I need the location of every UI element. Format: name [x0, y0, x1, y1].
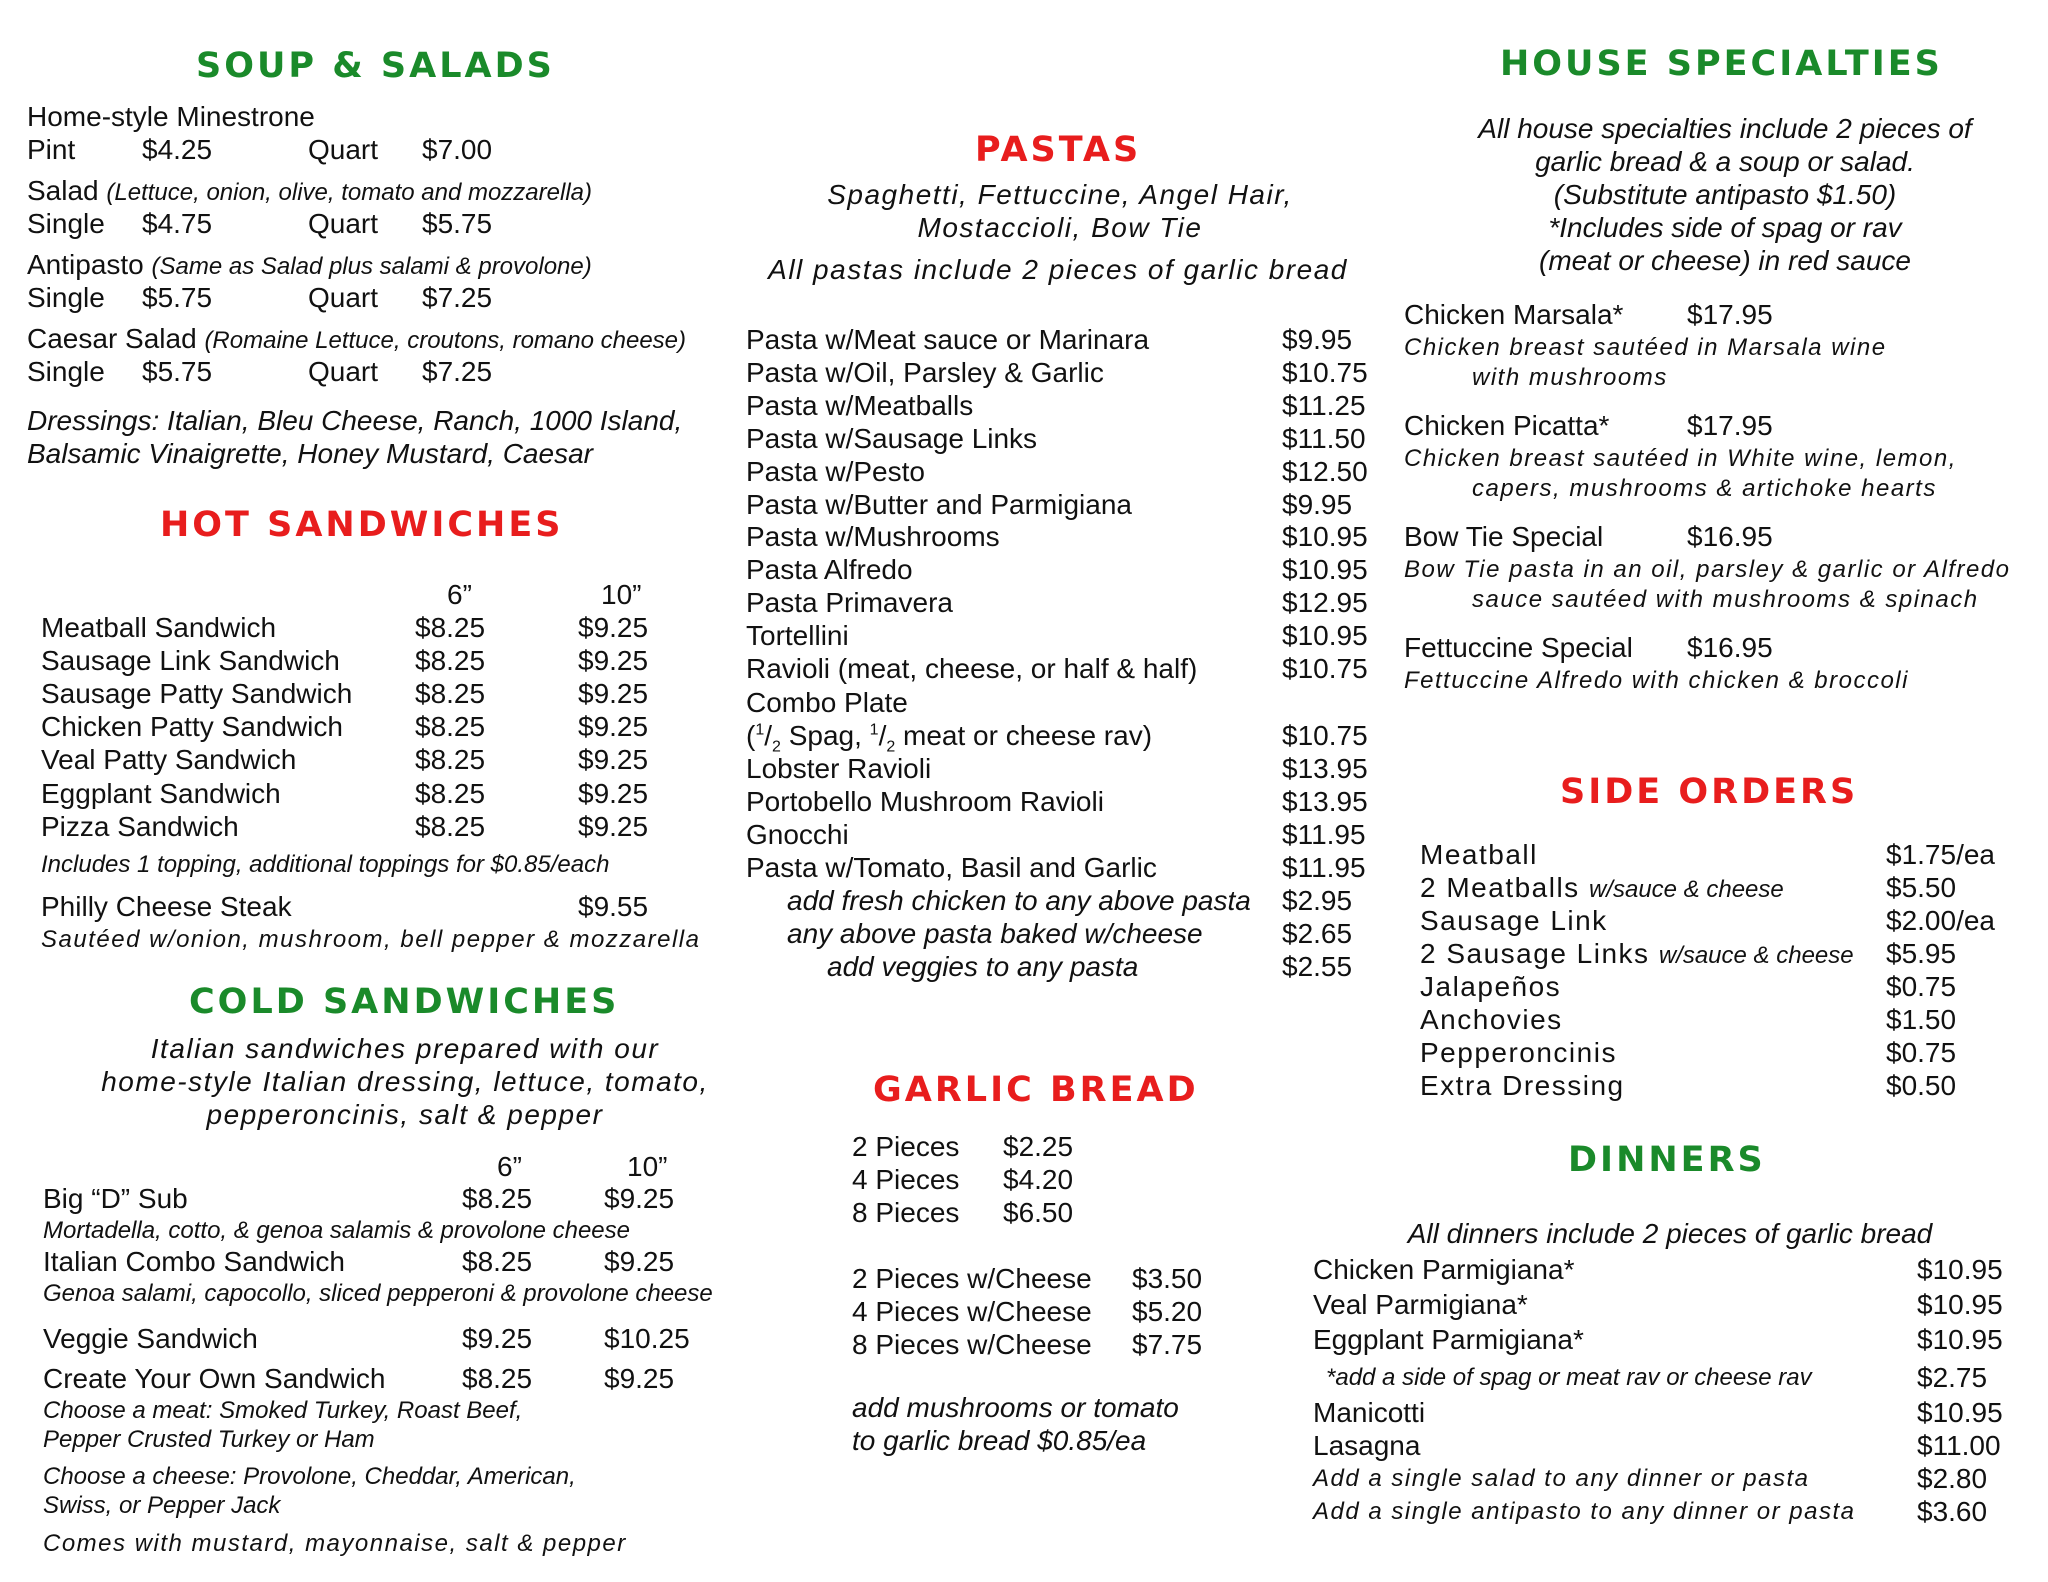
veggie-name: Veggie Sandwich: [43, 1323, 258, 1354]
salad-size1: Single: [27, 208, 105, 239]
hot-sandwich-name: Eggplant Sandwich: [41, 777, 281, 809]
pasta-item-price: $13.95: [1282, 785, 1368, 817]
pasta-item-name: Pasta w/Butter and Parmigiana: [746, 488, 1132, 520]
house-specialty-desc-line1: Bow Tie pasta in an oil, parsley & garlic or Alfredo: [1404, 556, 2011, 583]
soup-salads-heading: SOUP & SALADS: [196, 46, 555, 86]
side-order-extra: w/sauce & cheese: [1588, 876, 1784, 903]
dinners-heading: DINNERS: [1568, 1140, 1766, 1180]
hot-sandwich-price-6: $8.25: [415, 711, 486, 743]
create-own-price-6: $8.25: [462, 1363, 533, 1394]
combo-sandwich-name: Italian Combo Sandwich: [43, 1246, 345, 1277]
hot-sandwich-price-10: $9.25: [578, 678, 649, 710]
salad-name: Salad: [27, 175, 99, 206]
dinner-name: Veal Parmigiana*: [1313, 1289, 1528, 1320]
combo-sandwich-desc: Genoa salami, capocollo, sliced pepperoni & provolone cheese: [43, 1280, 713, 1307]
pastas-heading: PASTAS: [975, 130, 1142, 170]
pasta-item-name: Tortellini: [746, 620, 849, 652]
dinner-addon-name: Add a single salad to any dinner or pasta: [1313, 1465, 1810, 1492]
house-specialty-name: Chicken Marsala*: [1404, 299, 1624, 330]
combo-sandwich-price-6: $8.25: [462, 1246, 533, 1277]
dinner-price: $10.95: [1917, 1289, 2003, 1320]
garlic-bread-note-line2: to garlic bread $0.85/ea: [852, 1425, 1147, 1456]
hot-sandwich-name: Meatball Sandwich: [41, 612, 277, 643]
bigd-desc: Mortadella, cotto, & genoa salamis & provolone cheese: [43, 1217, 631, 1244]
minestrone-name: Home-style Minestrone: [27, 101, 315, 132]
garlic-bread-cheese-name: 2 Pieces w/Cheese: [852, 1263, 1092, 1294]
caesar-price2: $7.25: [422, 356, 493, 387]
dinner-name: Lasagna: [1313, 1430, 1421, 1461]
salad-price1: $4.75: [142, 208, 213, 239]
hot-col-10: 10”: [601, 579, 642, 610]
house-specialty-desc-line2: capers, mushrooms & artichoke hearts: [1472, 475, 1937, 502]
pasta-addon-price: $2.95: [1282, 885, 1353, 916]
pasta-types-line2: Mostaccioli, Bow Tie: [917, 212, 1203, 243]
philly-desc: Sautéed w/onion, mushroom, bell pepper & mozzarella: [41, 926, 701, 953]
side-order-name-text: 2 Sausage Links: [1420, 938, 1650, 969]
house-specialty-desc-line1: Fettuccine Alfredo with chicken & broccoli: [1404, 667, 1909, 694]
combo-plate-name: Combo Plate: [746, 687, 908, 718]
pasta-item-name: Gnocchi: [746, 818, 849, 850]
pasta-item-name: Pasta w/Meatballs: [746, 389, 974, 421]
antipasto-price2: $7.25: [422, 282, 493, 313]
minestrone-size2: Quart: [308, 134, 379, 165]
choose-meat-line2: Pepper Crusted Turkey or Ham: [43, 1426, 375, 1453]
choose-cheese-line1: Choose a cheese: Provolone, Cheddar, American,: [43, 1463, 576, 1490]
side-order-name: Sausage Link: [1420, 905, 1608, 936]
house-specialty-price: $16.95: [1687, 521, 1773, 552]
combo-plate-price: $10.75: [1282, 720, 1368, 751]
caesar-name: Caesar Salad: [27, 323, 197, 354]
philly-price: $9.55: [578, 891, 649, 922]
side-order-name: Jalapeños: [1420, 971, 1562, 1002]
hot-sandwich-price-10: $9.25: [578, 645, 649, 677]
comes-with-note: Comes with mustard, mayonnaise, salt & pepper: [43, 1530, 627, 1557]
hot-sandwich-price-6: $8.25: [415, 678, 486, 710]
house-intro-line1: All house specialties include 2 pieces of: [1478, 113, 1972, 144]
house-specialty-price: $17.95: [1687, 410, 1773, 441]
choose-meat-line1: Choose a meat: Smoked Turkey, Roast Beef,: [43, 1397, 523, 1424]
pasta-item-name: Pasta w/Tomato, Basil and Garlic: [746, 851, 1157, 883]
side-order-name: Meatball: [1420, 839, 1538, 870]
pasta-types-line1: Spaghetti, Fettuccine, Angel Hair,: [827, 179, 1293, 210]
dinner-name: Chicken Parmigiana*: [1313, 1254, 1575, 1285]
garlic-bread-cheese-name: 8 Pieces w/Cheese: [852, 1329, 1092, 1360]
pasta-item-name: Ravioli (meat, cheese, or half & half): [746, 653, 1198, 684]
garlic-bread-cheese-price: $5.20: [1132, 1296, 1203, 1327]
pasta-item-name: Pasta w/Mushrooms: [746, 521, 1000, 553]
pasta-item-name: Pasta Alfredo: [746, 554, 913, 586]
side-order-name: [1420, 871, 1784, 906]
side-order-price: $1.75/ea: [1886, 839, 1995, 870]
bigd-name: Big “D” Sub: [43, 1183, 188, 1214]
combo-part-2: meat or cheese rav): [903, 720, 1153, 751]
caesar-size1: Single: [27, 356, 105, 387]
cold-intro-line1: Italian sandwiches prepared with our: [150, 1033, 660, 1064]
garlic-bread-cheese-price: $3.50: [1132, 1263, 1203, 1294]
pasta-item-name: Pasta Primavera: [746, 587, 953, 619]
side-orders-heading: SIDE ORDERS: [1560, 772, 1859, 812]
bigd-price-10: $9.25: [604, 1183, 675, 1214]
fraction-den-2: 2: [886, 738, 896, 756]
hot-sandwich-name: Pizza Sandwich: [41, 810, 239, 842]
hot-sandwich-price-10: $9.25: [578, 612, 649, 643]
minestrone-size1: Pint: [27, 134, 76, 165]
antipasto-desc: (Same as Salad plus salami & provolone): [151, 253, 592, 280]
veggie-price-10: $10.25: [604, 1323, 690, 1354]
dinner-price: $10.95: [1917, 1254, 2003, 1285]
pasta-item-price: $10.95: [1282, 521, 1368, 553]
hot-sandwich-price-6: $8.25: [415, 645, 486, 677]
garlic-bread-name: 8 Pieces: [852, 1197, 960, 1228]
dinner-addon-name: Add a single antipasto to any dinner or pasta: [1313, 1498, 1856, 1525]
pasta-addon-price: $2.65: [1282, 918, 1353, 949]
hot-sandwich-name: Sausage Patty Sandwich: [41, 678, 353, 710]
house-specialty-price: $17.95: [1687, 299, 1773, 330]
pasta-addon-name: add veggies to any pasta: [827, 951, 1139, 982]
create-own-name: Create Your Own Sandwich: [43, 1363, 386, 1394]
side-order-name: Extra Dressing: [1420, 1070, 1625, 1101]
dinner-name: Eggplant Parmigiana*: [1313, 1324, 1584, 1355]
pasta-item-price: $13.95: [1282, 753, 1368, 784]
hot-sandwich-price-10: $9.25: [578, 777, 649, 809]
fraction-num-1: 1: [755, 721, 765, 739]
philly-name: Philly Cheese Steak: [41, 891, 292, 922]
house-intro-line5: (meat or cheese) in red sauce: [1539, 245, 1911, 276]
hot-topping-note: Includes 1 topping, additional toppings for $0.85/each: [41, 851, 610, 878]
side-order-price: $2.00/ea: [1886, 905, 1995, 936]
side-order-name-text: 2 Meatballs: [1420, 872, 1580, 903]
salad-desc: (Lettuce, onion, olive, tomato and mozzarella): [106, 179, 592, 206]
dinner-price: $11.00: [1917, 1430, 2001, 1461]
hot-sandwich-price-10: $9.25: [578, 711, 649, 743]
dinner-side-price: $2.75: [1917, 1362, 1988, 1393]
caesar-price1: $5.75: [142, 356, 213, 387]
combo-sandwich-price-10: $9.25: [604, 1246, 675, 1277]
hot-sandwiches-heading: HOT SANDWICHES: [160, 505, 564, 545]
hot-sandwich-price-6: $8.25: [415, 777, 486, 809]
pasta-item-price: $10.75: [1282, 653, 1368, 684]
pasta-item-name: Pasta w/Pesto: [746, 455, 925, 487]
pasta-include-note: All pastas include 2 pieces of garlic bread: [768, 254, 1348, 285]
fraction-num-2: 1: [869, 721, 879, 739]
caesar-desc: (Romaine Lettuce, croutons, romano cheese): [204, 327, 687, 354]
antipasto-line: [27, 248, 592, 283]
minestrone-price1: $4.25: [142, 134, 213, 165]
side-order-price: $5.50: [1886, 872, 1957, 903]
garlic-bread-cheese-name: 4 Pieces w/Cheese: [852, 1296, 1092, 1327]
cold-intro-line2: home-style Italian dressing, lettuce, tomato,: [101, 1066, 709, 1097]
side-order-price: $1.50: [1886, 1004, 1957, 1035]
garlic-bread-note-line1: add mushrooms or tomato: [852, 1392, 1179, 1423]
hot-sandwich-price-10: $9.25: [578, 744, 649, 776]
pasta-item-name: Pasta w/Sausage Links: [746, 422, 1038, 454]
combo-plate-detail: ($^1/_2$ Spag, $^1/_2$ meat or cheese rav): [746, 720, 1153, 756]
caesar-size2: Quart: [308, 356, 379, 387]
house-specialty-desc-line2: with mushrooms: [1472, 364, 1668, 391]
minestrone-price2: $7.00: [422, 134, 493, 165]
house-specialty-price: $16.95: [1687, 632, 1773, 663]
pasta-item-price: $11.50: [1282, 422, 1366, 454]
side-order-name: [1420, 937, 1854, 972]
pasta-addon-price: $2.55: [1282, 951, 1353, 982]
pasta-addon-name: any above pasta baked w/cheese: [787, 918, 1203, 949]
pasta-item-price: $10.95: [1282, 554, 1368, 586]
cold-col-6: 6”: [497, 1151, 522, 1182]
pasta-item-price: $12.95: [1282, 587, 1368, 619]
caesar-line: [27, 322, 686, 357]
side-order-name: Pepperoncinis: [1420, 1037, 1617, 1068]
house-specialty-name: Fettuccine Special: [1404, 632, 1633, 663]
dinner-addon-price: $3.60: [1917, 1496, 1988, 1527]
hot-sandwich-price-6: $8.25: [415, 612, 486, 643]
cold-sandwiches-heading: COLD SANDWICHES: [189, 982, 620, 1022]
antipasto-size1: Single: [27, 282, 105, 313]
fraction-den-1: 2: [772, 738, 781, 756]
house-specialty-name: Chicken Picatta*: [1404, 410, 1610, 441]
house-specialty-desc-line1: Chicken breast sautéed in White wine, lemon,: [1404, 445, 1957, 472]
dinner-price: $10.95: [1917, 1324, 2003, 1355]
pasta-item-name: Pasta w/Meat sauce or Marinara: [746, 324, 1150, 355]
side-order-price: $5.95: [1886, 938, 1957, 969]
dinner-price: $10.95: [1917, 1397, 2003, 1428]
hot-col-6: 6”: [447, 579, 472, 610]
garlic-bread-price: $6.50: [1003, 1197, 1074, 1228]
garlic-bread-name: 4 Pieces: [852, 1164, 960, 1195]
hot-sandwich-name: Chicken Patty Sandwich: [41, 711, 343, 743]
garlic-bread-name: 2 Pieces: [852, 1131, 960, 1162]
house-intro-line3: (Substitute antipasto $1.50): [1553, 179, 1897, 210]
pasta-item-price: $12.50: [1282, 455, 1368, 487]
side-order-price: $0.50: [1886, 1070, 1957, 1101]
choose-cheese-line2: Swiss, or Pepper Jack: [43, 1492, 281, 1519]
antipasto-size2: Quart: [308, 282, 379, 313]
pasta-item-price: $10.75: [1282, 356, 1368, 388]
dinner-name: Manicotti: [1313, 1397, 1426, 1428]
pasta-item-name: Lobster Ravioli: [746, 753, 932, 784]
dinners-include-note: All dinners include 2 pieces of garlic bread: [1407, 1218, 1933, 1249]
combo-part-1: Spag,: [788, 720, 862, 751]
house-intro-line2: garlic bread & a soup or salad.: [1535, 146, 1915, 177]
dinner-side-note: *add a side of spag or meat rav or cheese rav: [1326, 1364, 1812, 1391]
side-order-name: Anchovies: [1420, 1004, 1563, 1035]
house-specialty-desc-line1: Chicken breast sautéed in Marsala wine: [1404, 334, 1887, 361]
pasta-item-name: Portobello Mushroom Ravioli: [746, 785, 1104, 817]
veggie-price-6: $9.25: [462, 1323, 533, 1354]
bigd-price-6: $8.25: [462, 1183, 533, 1214]
dressings-line2: Balsamic Vinaigrette, Honey Mustard, Caesar: [27, 438, 593, 469]
cold-col-10: 10”: [627, 1151, 668, 1182]
house-specialty-name: Bow Tie Special: [1404, 521, 1604, 552]
side-order-price: $0.75: [1886, 1037, 1957, 1068]
garlic-bread-cheese-price: $7.75: [1132, 1329, 1203, 1360]
salad-size2: Quart: [308, 208, 379, 239]
pasta-item-price: $11.95: [1282, 851, 1366, 883]
garlic-bread-heading: GARLIC BREAD: [873, 1070, 1199, 1110]
pasta-item-price: $11.95: [1282, 818, 1366, 850]
pasta-item-price: $9.95: [1282, 488, 1353, 520]
pasta-item-price: $10.95: [1282, 620, 1368, 652]
cold-intro-line3: pepperoncinis, salt & pepper: [206, 1099, 604, 1130]
pasta-item-price: $11.25: [1282, 389, 1366, 421]
salad-line: [27, 174, 592, 209]
hot-sandwich-name: Sausage Link Sandwich: [41, 645, 340, 677]
garlic-bread-price: $2.25: [1003, 1131, 1074, 1162]
hot-sandwich-price-6: $8.25: [415, 810, 486, 842]
create-own-price-10: $9.25: [604, 1363, 675, 1394]
pasta-item-name: Pasta w/Oil, Parsley & Garlic: [746, 356, 1104, 388]
hot-sandwich-price-10: $9.25: [578, 810, 649, 842]
antipasto-price1: $5.75: [142, 282, 213, 313]
pasta-item-price: $9.95: [1282, 324, 1353, 355]
salad-price2: $5.75: [422, 208, 493, 239]
dressings-line1: Dressings: Italian, Bleu Cheese, Ranch, 1000 Island,: [27, 405, 683, 436]
garlic-bread-price: $4.20: [1003, 1164, 1074, 1195]
house-intro-line4: *Includes side of spag or rav: [1548, 212, 1902, 243]
antipasto-name: Antipasto: [27, 249, 144, 280]
pasta-addon-name: add fresh chicken to any above pasta: [787, 885, 1251, 916]
dinner-addon-price: $2.80: [1917, 1463, 1988, 1494]
side-order-price: $0.75: [1886, 971, 1957, 1002]
house-specialty-desc-line2: sauce sautéed with mushrooms & spinach: [1472, 586, 1979, 613]
hot-sandwich-price-6: $8.25: [415, 744, 486, 776]
side-order-extra: w/sauce & cheese: [1658, 942, 1854, 969]
house-specialties-heading: HOUSE SPECIALTIES: [1500, 44, 1943, 84]
hot-sandwich-name: Veal Patty Sandwich: [41, 744, 297, 776]
